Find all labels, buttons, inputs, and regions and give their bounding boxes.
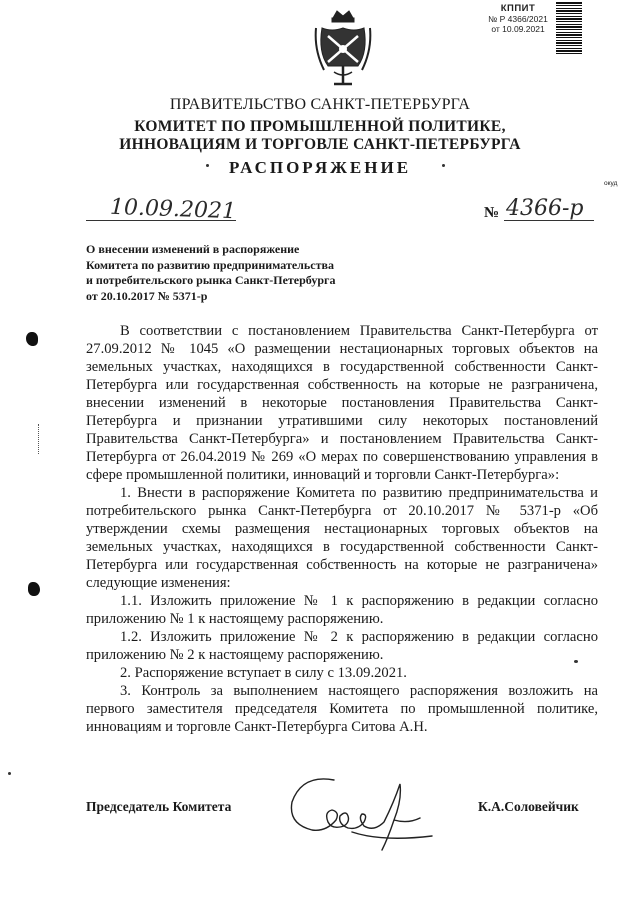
hole-punch-mark	[26, 332, 38, 346]
okud-label: окуд	[604, 180, 618, 187]
scan-mark	[206, 164, 209, 167]
subject-line: Комитета по развитию предпринимательства	[86, 257, 334, 272]
committee-name	[0, 118, 640, 154]
coat-of-arms-emblem	[314, 8, 372, 90]
government-name: ПРАВИТЕЛЬСТВО САНКТ-ПЕТЕРБУРГА	[169, 96, 471, 113]
stamp-reg-number: № Р 4366/2021	[488, 14, 548, 24]
number-underline	[504, 220, 594, 221]
signatory-title: Председатель Комитета	[86, 799, 232, 814]
signatory-name: К.А.Соловейчик	[478, 799, 579, 814]
scan-mark	[38, 424, 41, 454]
number-label: №	[484, 205, 500, 221]
date-underline	[86, 220, 236, 221]
scan-mark	[442, 164, 445, 167]
item-1-paragraph: 1. Внести в распоряжение Комитета по развитию предпринимательства и потребительского рынка Санкт-Петербурга от 20.10.2017 № 5371-р «Об утверждении схемы размещения нестационарных торговых объектов на земельных участках, находящихся в государственной собственности Санкт-Петербурга или государственная собственность на которые не разграничена» следующие изменения:	[86, 485, 598, 591]
committee-name-line1: КОМИТЕТ ПО ПРОМЫШЛЕННОЙ ПОЛИТИКЕ,	[134, 118, 506, 135]
barcode-icon	[556, 2, 582, 54]
registration-stamp	[470, 4, 566, 34]
subject-line: О внесении изменений в распоряжение	[86, 242, 300, 256]
item-1-1-paragraph: 1.1. Изложить приложение № 1 к распоряжению в редакции согласно приложению № 1 к настоящему распоряжению.	[86, 593, 598, 627]
handwritten-signature	[282, 772, 452, 852]
subject-line: и потребительского рынка Санкт-Петербурга	[86, 273, 336, 287]
item-1-2-paragraph: 1.2. Изложить приложение № 2 к распоряжению в редакции согласно приложению № 2 к настоящему распоряжению.	[86, 629, 598, 663]
document-body	[86, 322, 598, 736]
hole-punch-mark	[28, 582, 40, 596]
document-type: РАСПОРЯЖЕНИЕ	[228, 158, 412, 177]
stamp-org: КППИТ	[500, 3, 536, 14]
preamble-paragraph: В соответствии с постановлением Правительства Санкт-Петербурга от 27.09.2012 № 1045 «О размещении нестационарных торговых объектов на земельных участках, находящихся в государственной собственности Санкт-Петербурга или государственная собственность на которые не разграничена, внесении изменений в некоторые постановления Правительства Санкт-Петербурга и признании утратившими силу некоторых постановлений Правительства Санкт-Петербурга» и постановлением Правительства Санкт-Петербурга от 26.04.2019 № 269 «О мерах по совершенствованию управления в сфере промышленной политики, инноваций и торговли Санкт-Петербурга»:	[86, 323, 598, 483]
scan-mark	[8, 772, 11, 775]
subject-line: от 20.10.2017 № 5371-р	[86, 288, 208, 303]
document-number: 4366-р	[506, 196, 584, 221]
committee-name-line2: ИННОВАЦИЯМ И ТОРГОВЛЕ САНКТ-ПЕТЕРБУРГА	[119, 136, 521, 153]
document-subject	[86, 242, 386, 304]
stamp-reg-date: от 10.09.2021	[491, 24, 545, 34]
item-2-paragraph: 2. Распоряжение вступает в силу с 13.09.2021.	[120, 665, 407, 681]
item-3-paragraph: 3. Контроль за выполнением настоящего распоряжения возложить на первого заместителя председателя Комитета по промышленной политике, инновациям и торговле Санкт-Петербурга Ситова А.Н.	[86, 683, 598, 735]
scan-mark	[574, 660, 578, 663]
document-date: 10.09.2021	[109, 194, 237, 225]
